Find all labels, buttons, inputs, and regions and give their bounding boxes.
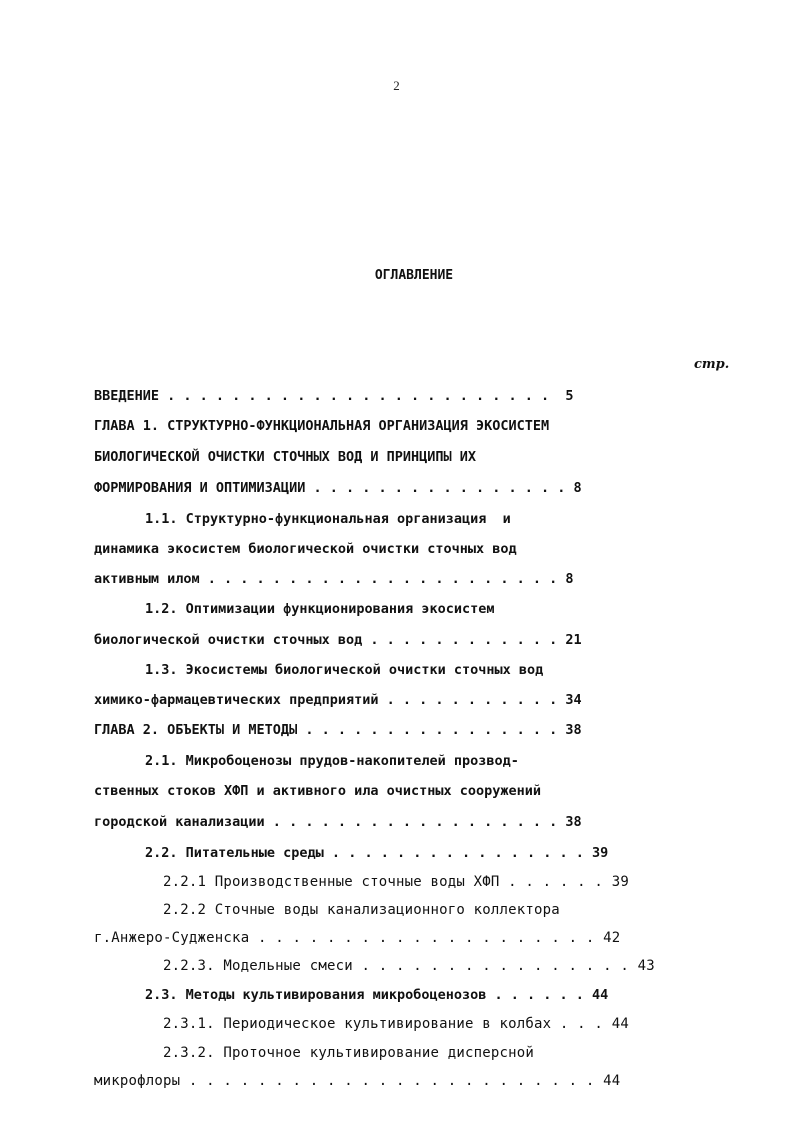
toc-entry-2-2-2: 2.2.2 Сточные воды канализационного коллектора <box>163 902 560 918</box>
toc-entry-2-2: 2.2. Питательные среды . . . . . . . . . . . . . . . . 39 <box>145 845 609 861</box>
toc-entry-1-3-end: химико-фармацевтических предприятий . . . . . . . . . . . 34 <box>94 692 582 708</box>
toc-entry-2-2-2-end: г.Анжеро-Судженска . . . . . . . . . . . . . . . . . . . . 42 <box>94 930 621 946</box>
toc-entry-1-2-end: биологической очистки сточных вод . . . . . . . . . . . . 21 <box>94 632 582 648</box>
toc-entry-1-3: 1.3. Экосистемы биологической очистки сточных вод <box>145 662 544 678</box>
toc-entry-chapter-1-cont: БИОЛОГИЧЕСКОЙ ОЧИСТКИ СТОЧНЫХ ВОД И ПРИНЦИПЫ ИХ <box>94 449 477 465</box>
toc-entry-1-2: 1.2. Оптимизации функционирования экосистем <box>145 601 495 617</box>
toc-title: ОГЛАВЛЕНИЕ <box>374 268 454 283</box>
toc-entry-2-1: 2.1. Микробоценозы прудов-накопителей прозвод- <box>145 753 519 769</box>
toc-entry-1-1-cont: динамика экосистем биологической очистки сточных вод <box>94 541 517 557</box>
toc-entry-1-1-end: активным илом . . . . . . . . . . . . . . . . . . . . . . 8 <box>94 571 574 587</box>
toc-entry-chapter-2: ГЛАВА 2. ОБЪЕКТЫ И МЕТОДЫ . . . . . . . . . . . . . . . . 38 <box>94 722 582 738</box>
toc-entry-2-3: 2.3. Методы культивирования микробоценозов . . . . . . 44 <box>145 987 609 1003</box>
toc-entry-2-1-end: городской канализации . . . . . . . . . . . . . . . . . . 38 <box>94 814 582 830</box>
toc-entry-2-3-2: 2.3.2. Проточное культивирование дисперсной <box>163 1045 535 1061</box>
toc-entry-2-2-1: 2.2.1 Производственные сточные воды ХФП . . . . . . 39 <box>163 874 629 890</box>
page-number: 2 <box>393 78 400 93</box>
toc-entry-chapter-1-end: ФОРМИРОВАНИЯ И ОПТИМИЗАЦИИ . . . . . . . . . . . . . . . . 8 <box>94 480 582 496</box>
toc-entry-2-1-cont: ственных стоков ХФП и активного ила очистных сооружений <box>94 783 542 799</box>
toc-entry-2-2-3: 2.2.3. Модельные смеси . . . . . . . . . . . . . . . . 43 <box>163 958 655 974</box>
toc-entry-2-3-2-end: микрофлоры . . . . . . . . . . . . . . . . . . . . . . . . 44 <box>94 1073 621 1089</box>
toc-entry-introduction: ВВЕДЕНИЕ . . . . . . . . . . . . . . . . . . . . . . . . 5 <box>94 388 574 404</box>
toc-entry-chapter-1: ГЛАВА 1. СТРУКТУРНО-ФУНКЦИОНАЛЬНАЯ ОРГАНИЗАЦИЯ ЭКОСИСТЕМ <box>94 418 550 434</box>
toc-entry-2-3-1: 2.3.1. Периодическое культивирование в колбах . . . 44 <box>163 1016 629 1032</box>
toc-entry-1-1: 1.1. Структурно-функциональная организация и <box>145 511 511 527</box>
page-column-label: стр. <box>694 357 730 372</box>
